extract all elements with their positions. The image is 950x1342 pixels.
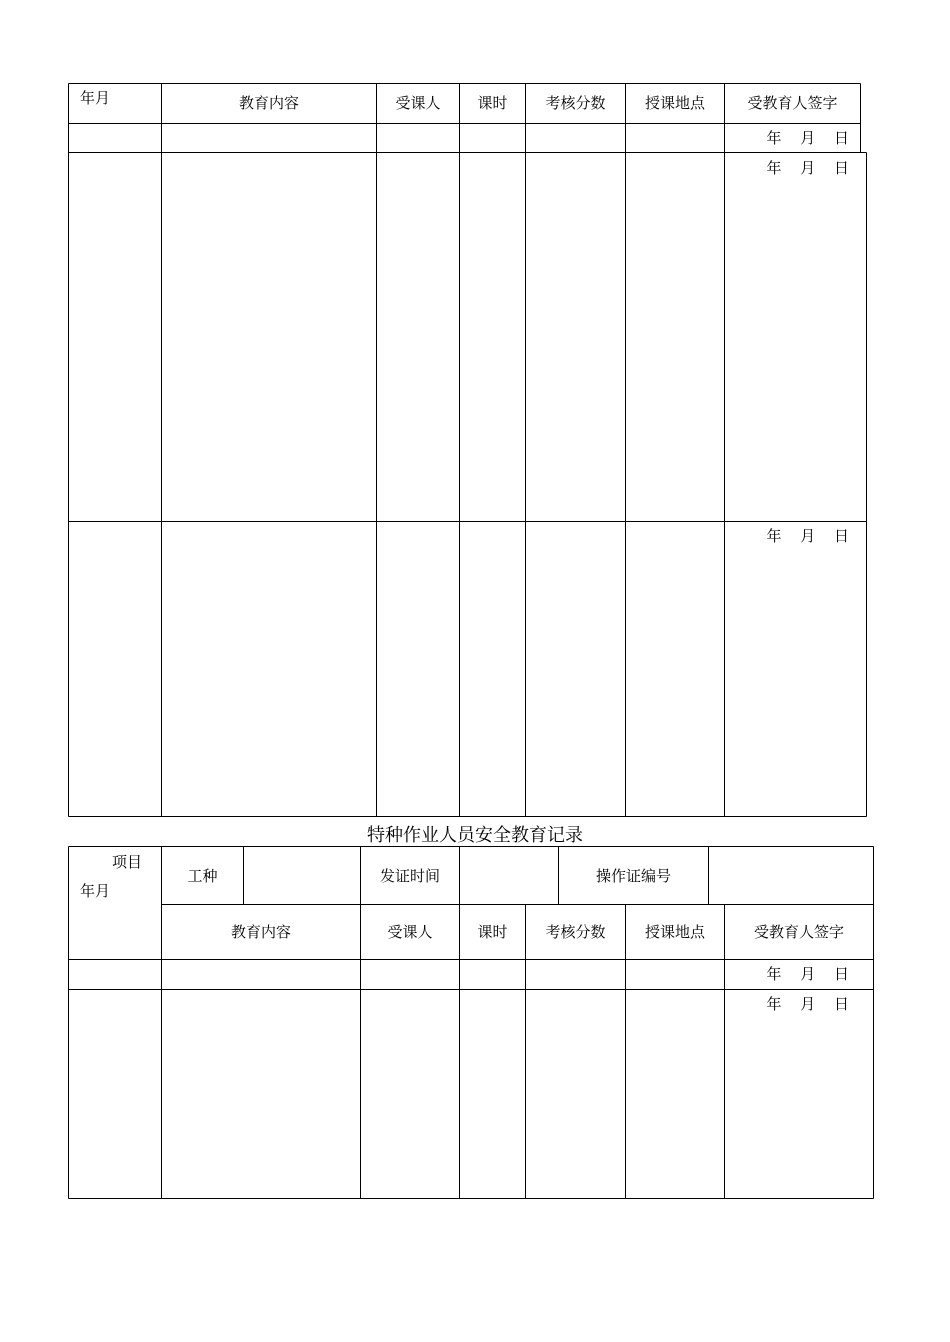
row-date-1: 年 月 日 [766, 965, 849, 983]
header-location: 授课地点 [644, 923, 705, 941]
label-cert-no: 操作证编号 [595, 867, 671, 885]
label-work-type: 工种 [187, 867, 218, 885]
header-score: 考核分数 [545, 923, 606, 941]
header-content: 教育内容 [238, 94, 299, 112]
label-issue-time: 发证时间 [379, 867, 440, 885]
header-instructor: 受课人 [395, 94, 441, 112]
header-instructor: 受课人 [387, 923, 433, 941]
header-hours: 课时 [477, 94, 508, 112]
row-date-3: 年 月 日 [766, 527, 849, 545]
header-location: 授课地点 [644, 94, 705, 112]
header-year-month: 年月 [80, 89, 111, 107]
row-date-2: 年 月 日 [766, 159, 849, 177]
row-date-1: 年 月 日 [766, 129, 849, 147]
row-date-2: 年 月 日 [766, 995, 849, 1013]
header-signature: 受教育人签字 [747, 94, 838, 112]
header-signature: 受教育人签字 [753, 923, 844, 941]
header-score: 考核分数 [545, 94, 606, 112]
corner-year-month: 年月 [80, 882, 111, 900]
corner-project: 项目 [112, 853, 143, 871]
header-hours: 课时 [477, 923, 508, 941]
header-content: 教育内容 [230, 923, 291, 941]
section-title: 特种作业人员安全教育记录 [367, 825, 583, 846]
